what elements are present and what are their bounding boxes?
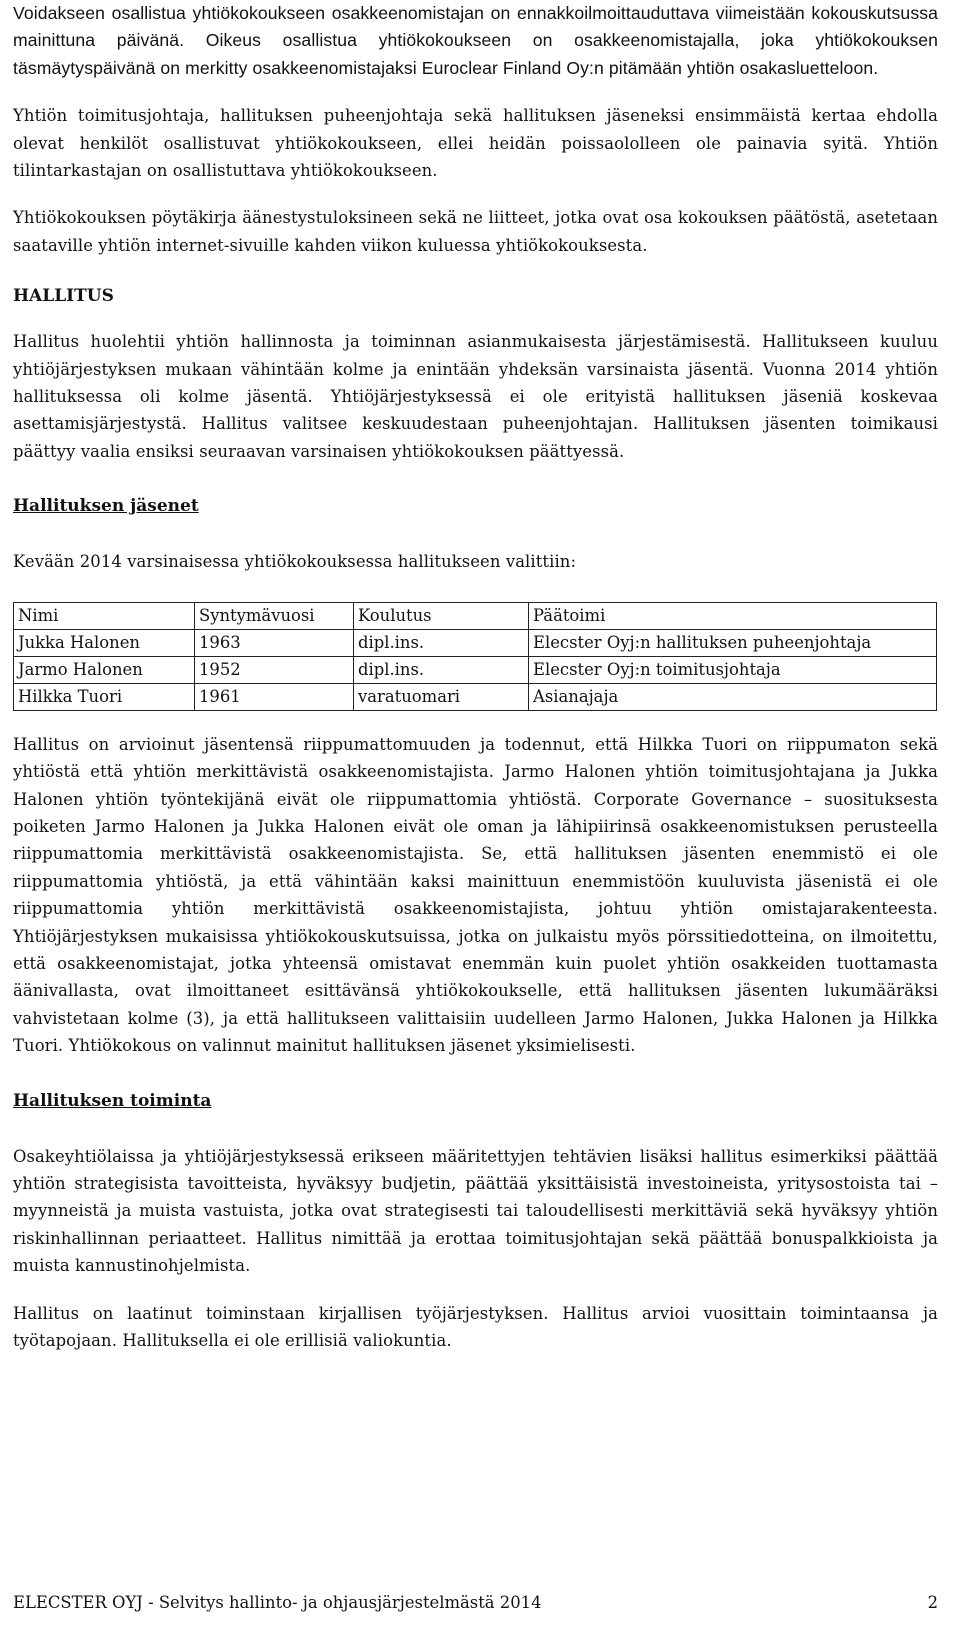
independence-paragraph: Hallitus on arvioinut jäsentensä riippumattomuuden ja todennut, että Hilkka Tuori on riippumaton sekä yhtiöstä että yhtiön merkittävistä osakkeenomistajista. Jarmo Halonen yhtiön toimitusjohtajana ja Jukka Halonen yhtiön työntekijänä eivät ole riippumattomia yhtiöstä. Corporate Governance – suosituksesta poiketen Jarmo Halonen ja Jukka Halonen eivät ole oman ja lähipiirinsä osakkeenomistuksen perusteella riippumattomia merkittävistä osakkeenomistajista. Se, että hallituksen jäsenten enemmistö ei ole riippumattomia yhtiöstä, ja että vähintään kaksi mainittuun enemmistöön kuuluvista jäsenistä ei ole riippumattomia yhtiön merkittävistä osakkeenomistajista, johtuu yhtiön omistajarakenteesta. Yhtiöjärjestyksen mukaisissa yhtiökokouskutsuissa, jotka on julkaistu myös pörssitiedotteina, on ilmoitettu, että osakkeenomistajat, jotka yhteensä omistavat enemmän kuin puolet yhtiön osakkeiden tuottamasta äänivallasta, ovat ilmoittaneet esittävänsä yhtiökokoukselle, että hallituksen jäsenten lukumääräksi vahvistetaan kolme (3), ja että hallitukseen valittaisiin uudelleen Jarmo Halonen, Jukka Halonen ja Hilkka Tuori. Yhtiökokous on valinnut mainitut hallituksen jäsenet yksimielisesti.	[13, 734, 938, 1056]
page-number: 2	[927, 1593, 938, 1612]
cell-name: Hilkka Tuori	[14, 683, 195, 710]
board-members-heading: Hallituksen jäsenet	[13, 496, 199, 517]
rules-of-procedure-paragraph: Hallitus on laatinut toiminstaan kirjallisen työjärjestyksen. Hallitus arvioi vuosittain toimintaansa ja työtapojaan. Hallituksella ei ole erillisiä valiokuntia.	[13, 1303, 938, 1350]
board-members-table	[13, 602, 937, 711]
cell-birth-year: 1963	[195, 629, 354, 656]
table-row	[14, 683, 937, 710]
cell-birth-year: 1952	[195, 656, 354, 683]
cell-education: dipl.ins.	[354, 656, 529, 683]
header-education: Koulutus	[354, 602, 529, 629]
cell-occupation: Elecster Oyj:n hallituksen puheenjohtaja	[529, 629, 937, 656]
board-operations-heading: Hallituksen toiminta	[13, 1090, 212, 1111]
hallitus-heading: HALLITUS	[13, 286, 114, 307]
header-name: Nimi	[14, 602, 195, 629]
cell-birth-year: 1961	[195, 683, 354, 710]
cell-education: dipl.ins.	[354, 629, 529, 656]
hallitus-paragraph: Hallitus huolehtii yhtiön hallinnosta ja toiminnan asianmukaisesta järjestämisestä. Hallitukseen kuuluu yhtiöjärjestyksen mukaan vähintään kolme ja enintään yhdeksän varsinaista jäsentä. Vuonna 2014 yhtiön hallituksessa oli kolme jäsentä. Yhtiöjärjestyksessä ei ole erityistä hallituksen jäseniä koskevaa asettamisjärjestystä. Hallitus valitsee keskuudestaan puheenjohtajan. Hallituksen jäsenten toimikausi päättyy vaalia ensiksi seuraavan varsinaisen yhtiökokouksen päättyessä.	[13, 332, 938, 461]
table-header-row	[14, 602, 937, 629]
table-row	[14, 629, 937, 656]
header-birth-year: Syntymävuosi	[195, 602, 354, 629]
page-footer	[13, 1589, 938, 1616]
intro-paragraph: Voidakseen osallistua yhtiökokoukseen osakkeenomistajan on ennakkoilmoittauduttava viimeistään kokouskutsussa mainittuna päivänä. Oikeus osallistua yhtiökokoukseen on osakkeenomistajalla, joka yhtiökokouksen täsmäytyspäivänä on merkitty osakkeenomistajaksi Euroclear Finland Oy:n pitämään yhtiön osakasluetteloon.	[13, 3, 938, 78]
table-row	[14, 656, 937, 683]
attendance-paragraph: Yhtiön toimitusjohtaja, hallituksen puheenjohtaja sekä hallituksen jäseneksi ensimmäistä kertaa ehdolla olevat henkilöt osallistuvat yhtiökokoukseen, ellei heidän poissaololleen ole painavia syitä. Yhtiön tilintarkastajan on osallistuttava yhtiökokoukseen.	[13, 106, 938, 181]
cell-occupation: Elecster Oyj:n toimitusjohtaja	[529, 656, 937, 683]
document-page	[13, 0, 938, 1354]
board-members-lead: Kevään 2014 varsinaisessa yhtiökokouksessa hallitukseen valittiin:	[13, 552, 577, 572]
header-main-occupation: Päätoimi	[529, 602, 937, 629]
cell-occupation: Asianajaja	[529, 683, 937, 710]
cell-name: Jukka Halonen	[14, 629, 195, 656]
cell-name: Jarmo Halonen	[14, 656, 195, 683]
footer-title: ELECSTER OYJ - Selvitys hallinto- ja ohjausjärjestelmästä 2014	[13, 1593, 542, 1612]
cell-education: varatuomari	[354, 683, 529, 710]
board-operations-paragraph: Osakeyhtiölaissa ja yhtiöjärjestyksessä erikseen määritettyjen tehtävien lisäksi hallitus esimerkiksi päättää yhtiön strategisista tavoitteista, hyväksyy budjetin, päättää yksittäisistä investoineista, yritysostoista tai – myynneistä ja muista vastuista, jotka ovat strategisesti tai taloudellisesti merkittäviä sekä hyväksyy yhtiön riskinhallinnan periaatteet. Hallitus nimittää ja erottaa toimitusjohtajan sekä päättää bonuspalkkioista ja muista kannustinohjelmista.	[13, 1146, 938, 1276]
minutes-paragraph: Yhtiökokouksen pöytäkirja äänestystuloksineen sekä ne liitteet, jotka ovat osa kokouksen päätöstä, asetetaan saataville yhtiön internet-sivuille kahden viikon kuluessa yhtiökokouksesta.	[13, 208, 938, 255]
